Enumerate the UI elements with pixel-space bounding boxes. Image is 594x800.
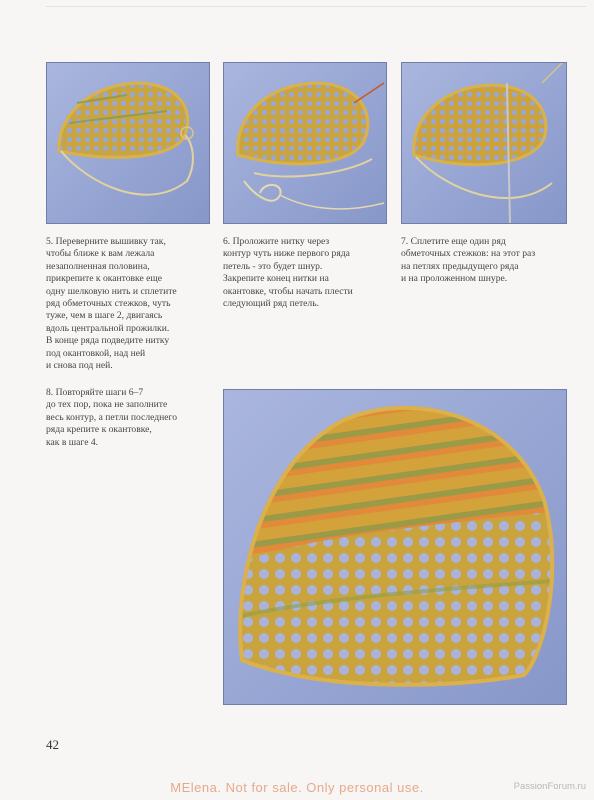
page-top-rule: [46, 6, 586, 7]
source-watermark: PassionForum.ru: [513, 781, 586, 792]
step-6-photo: [223, 62, 387, 224]
page-number: 42: [46, 737, 59, 752]
step-7-text: 7. Сплетите еще один ряд обметочных стежков: на этот раз на петлях предыдущего ряда и на проложенном шнуре.: [401, 236, 536, 285]
step-5-text: 5. Переверните вышивку так, чтобы ближе к вам лежала незаполненная половина, прикрепите к окантовке еще одну шелковую нить и сплетите ряд обметочных стежков, чуть туже, чем в шаге 2, двигаясь вдоль центральной прожилки. В конце ряда подведите нитку под окантовкой, над ней и снова под ней.: [46, 236, 177, 372]
step-5-photo: [46, 62, 210, 224]
finished-leaf-photo: [223, 389, 567, 705]
step-8-text: 8. Повторяйте шаги 6–7 до тех пор, пока не заполните весь контур, а петли последнего ряда крепите к окантовке, как в шаге 4.: [46, 387, 178, 448]
step-7-photo: [401, 62, 567, 224]
step-6-text: 6. Проложите нитку через контур чуть ниже первого ряда петель - это будет шнур. Закрепите конец нитки на окантовке, чтобы начать плести следующий ряд петель.: [223, 236, 353, 310]
footer-note: MElena. Not for sale. Only personal use.: [170, 780, 424, 795]
